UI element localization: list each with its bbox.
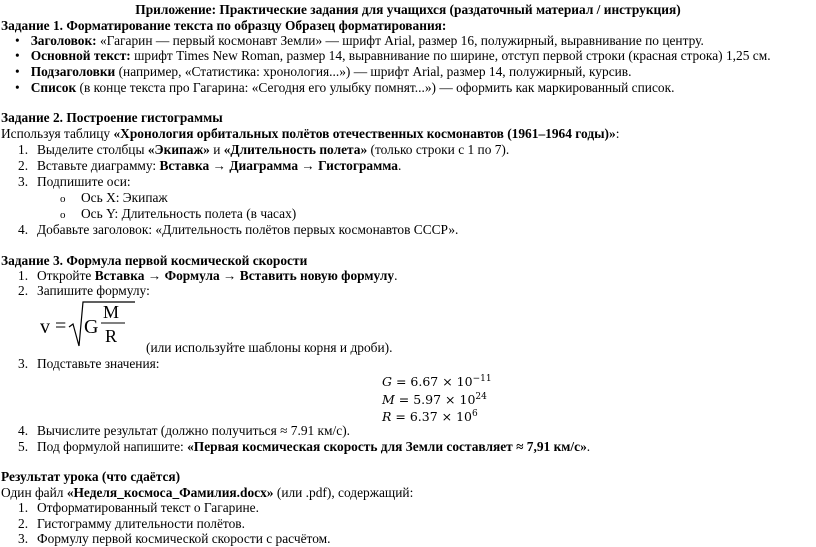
result-item-2 bbox=[18, 516, 245, 532]
page-title: Приложение: Практические задания для учащихся (раздаточный материал / инструкция) bbox=[135, 2, 681, 17]
step-number: 3. bbox=[18, 356, 29, 371]
list-item bbox=[0, 48, 771, 64]
list-item bbox=[0, 64, 631, 80]
item-text: (например, «Статистика: хронология...») — шрифт Arial, размер 14, полужирный, курсив. bbox=[115, 64, 632, 79]
intro-colon: : bbox=[615, 126, 620, 141]
list-item bbox=[0, 80, 674, 96]
axis-x-item bbox=[60, 190, 168, 208]
formula-g: G bbox=[84, 316, 99, 338]
bullet-marker: • bbox=[15, 33, 20, 48]
formula-equals: = bbox=[55, 315, 67, 337]
step-number: 3. bbox=[18, 174, 29, 189]
intro-text: Используя таблицу bbox=[1, 126, 114, 141]
item-label: Основной текст: bbox=[30, 48, 131, 63]
task3-step-4 bbox=[18, 423, 351, 439]
task2-step-1 bbox=[18, 142, 510, 158]
step-text: Под формулой напишите: bbox=[37, 439, 188, 454]
result-item-3 bbox=[18, 531, 331, 547]
axis-y-item bbox=[60, 206, 297, 224]
value-symbol: M bbox=[382, 392, 395, 407]
task2-step-4 bbox=[18, 222, 459, 238]
step-text: Вставьте диаграмму: bbox=[37, 158, 160, 173]
formula-hint: (или используйте шаблоны корня и дроби). bbox=[146, 340, 393, 355]
step-number: 1. bbox=[18, 268, 29, 283]
velocity-formula bbox=[38, 299, 138, 349]
item-label: Подзаголовки bbox=[30, 64, 116, 79]
item-text: Формулу первой космической скорости с расчётом. bbox=[37, 531, 331, 546]
step-number: 4. bbox=[18, 423, 29, 438]
step-number: 4. bbox=[18, 222, 29, 237]
step-text: . bbox=[397, 158, 402, 173]
step-text: (только строки с 1 по 7). bbox=[367, 142, 510, 157]
step-text: Добавьте заголовок: «Длительность полётов первых космонавтов СССР». bbox=[37, 222, 459, 237]
column-name: «Экипаж» bbox=[147, 142, 210, 157]
sub-bullet: o bbox=[60, 193, 66, 205]
step-number: 2. bbox=[18, 158, 29, 173]
result-sentence: «Первая космическая скорость для Земли составляет ≈ 7,91 км/с» bbox=[187, 439, 587, 454]
step-number: 2. bbox=[18, 283, 29, 298]
bullet-marker: • bbox=[15, 64, 20, 79]
step-text: . bbox=[586, 439, 591, 454]
menu-path: Вставка → Формула → Вставить новую формулу bbox=[94, 268, 395, 283]
step-text: Откройте bbox=[37, 268, 95, 283]
result-intro bbox=[1, 485, 413, 501]
item-text: «Гагарин — первый космонавт Земли» — шрифт Arial, размер 16, полужирный, выравнивание по центру. bbox=[96, 33, 704, 48]
value-r bbox=[382, 407, 478, 425]
bullet-marker: • bbox=[15, 48, 20, 63]
step-text: и bbox=[209, 142, 224, 157]
item-text: Гистограмму длительности полётов. bbox=[37, 516, 245, 531]
result-heading: Результат урока (что сдаётся) bbox=[1, 469, 181, 484]
step-text: Запишите формулу: bbox=[37, 283, 150, 298]
value-exponent: 6 bbox=[472, 409, 478, 419]
task3-heading: Задание 3. Формула первой космической скорости bbox=[1, 253, 308, 268]
task3-step-1 bbox=[18, 268, 398, 284]
step-text: Подставьте значения: bbox=[37, 356, 160, 371]
step-text: . bbox=[394, 268, 398, 283]
task1-heading: Задание 1. Форматирование текста по образцу Образец форматирования: bbox=[1, 18, 447, 33]
file-name: «Неделя_космоса_Фамилия.docx» bbox=[66, 485, 274, 500]
task2-step-2 bbox=[18, 158, 402, 174]
step-text: Подпишите оси: bbox=[37, 174, 131, 189]
item-label: Список bbox=[30, 80, 77, 95]
task2-step-3 bbox=[18, 174, 131, 190]
value-symbol: G bbox=[382, 374, 392, 389]
intro-text: (или .pdf), содержащий: bbox=[273, 485, 414, 500]
item-number: 1. bbox=[18, 500, 29, 515]
item-text: (в конце текста про Гагарина: «Сегодня его улыбку помнят...») — оформить как маркированный список. bbox=[76, 80, 675, 95]
value-expression: = 6.37 × 10 bbox=[391, 409, 473, 424]
value-expression: = 5.97 × 10 bbox=[394, 392, 476, 407]
item-number: 2. bbox=[18, 516, 29, 531]
value-symbol: R bbox=[382, 409, 392, 424]
result-item-1 bbox=[18, 500, 259, 516]
value-m bbox=[382, 390, 487, 408]
list-item bbox=[0, 33, 704, 49]
bullet-marker: • bbox=[15, 80, 20, 95]
table-title: «Хронология орбитальных полётов отечественных космонавтов (1961–1964 годы)» bbox=[113, 126, 616, 141]
column-name: «Длительность полета» bbox=[223, 142, 368, 157]
value-expression: = 6.67 × 10 bbox=[392, 374, 473, 389]
formula-lhs: v bbox=[40, 316, 50, 338]
axis-y-text: Ось Y: Длительность полета (в часах) bbox=[81, 206, 297, 221]
step-number: 5. bbox=[18, 439, 29, 454]
step-number: 1. bbox=[18, 142, 29, 157]
value-g bbox=[382, 372, 492, 390]
sub-bullet: o bbox=[60, 209, 66, 221]
formula-numerator: M bbox=[103, 302, 120, 322]
item-text: шрифт Times New Roman, размер 14, выравнивание по ширине, отступ первой строки (красная строка) 1,25 см. bbox=[130, 48, 771, 63]
intro-text: Один файл bbox=[1, 485, 67, 500]
radical-sign bbox=[69, 302, 135, 346]
task3-step-3 bbox=[18, 356, 160, 372]
task2-intro bbox=[1, 126, 619, 142]
task3-step-5 bbox=[18, 439, 591, 455]
item-number: 3. bbox=[18, 531, 29, 546]
item-text: Отформатированный текст о Гагарине. bbox=[37, 500, 259, 515]
axis-x-text: Ось X: Экипаж bbox=[81, 190, 168, 205]
menu-path: Вставка → Диаграмма → Гистограмма bbox=[159, 158, 398, 173]
value-exponent: −11 bbox=[472, 374, 492, 384]
value-exponent: 24 bbox=[475, 392, 487, 402]
task3-step-2 bbox=[18, 283, 150, 299]
step-text: Вычислите результат (должно получиться ≈ 7.91 км/с). bbox=[37, 423, 351, 438]
task2-heading: Задание 2. Построение гистограммы bbox=[1, 110, 223, 125]
item-label: Заголовок: bbox=[30, 33, 97, 48]
step-text: Выделите столбцы bbox=[37, 142, 148, 157]
formula-denominator: R bbox=[105, 326, 118, 346]
